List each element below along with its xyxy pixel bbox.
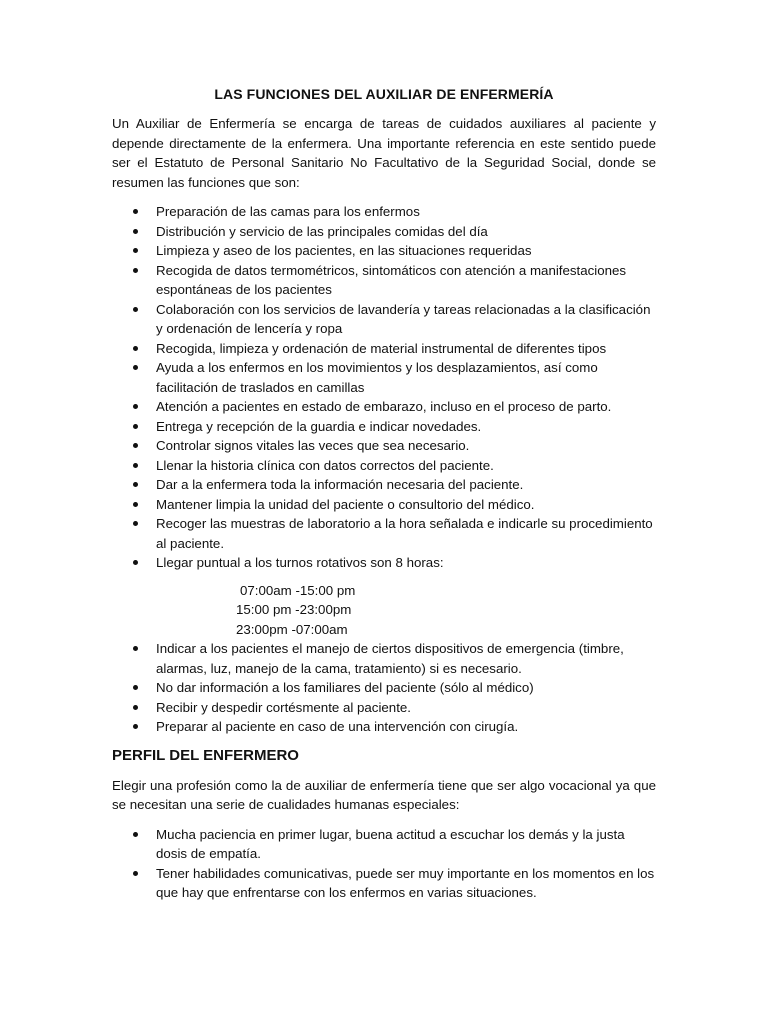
bullet-icon bbox=[133, 248, 138, 253]
list-item: Distribución y servicio de las principales comidas del día bbox=[112, 222, 656, 242]
list-item: No dar información a los familiares del paciente (sólo al médico) bbox=[112, 678, 656, 698]
bullet-icon bbox=[133, 229, 138, 234]
list-item: Ayuda a los enfermos en los movimientos y los desplazamientos, así como facilitación de traslados en camillas bbox=[112, 358, 656, 397]
list-item: Preparar al paciente en caso de una intervención con cirugía. bbox=[112, 717, 656, 737]
bullet-icon bbox=[133, 871, 138, 876]
shift-time: 07:00am -15:00 pm bbox=[240, 582, 356, 598]
bullet-icon bbox=[133, 424, 138, 429]
bullet-icon bbox=[133, 646, 138, 651]
bullet-icon bbox=[133, 724, 138, 729]
bullet-icon bbox=[133, 268, 138, 273]
list-item: Tener habilidades comunicativas, puede ser muy importante en los momentos en los que hay que enfrentarse con los enfermos en varias situaciones. bbox=[112, 864, 656, 903]
bullet-icon bbox=[133, 705, 138, 710]
list-item: Llegar puntual a los turnos rotativos son 8 horas: bbox=[112, 553, 656, 573]
functions-list bbox=[112, 202, 656, 573]
bullet-icon bbox=[133, 443, 138, 448]
shift-time: 23:00pm -07:00am bbox=[236, 621, 348, 637]
list-item: Llenar la historia clínica con datos correctos del paciente. bbox=[112, 456, 656, 476]
intro-paragraph: Un Auxiliar de Enfermería se encarga de tareas de cuidados auxiliares al paciente y depende directamente de la enfermera. Una importante referencia en este sentido puede ser el Estatuto de Personal Sanitario No Facultativo de la Seguridad Social, donde se resumen las funciones que son: bbox=[112, 116, 656, 190]
bullet-icon bbox=[133, 404, 138, 409]
list-item: Recogida de datos termométricos, sintomáticos con atención a manifestaciones espontáneas de los pacientes bbox=[112, 261, 656, 300]
document-title: LAS FUNCIONES DEL AUXILIAR DE ENFERMERÍA bbox=[214, 86, 554, 102]
list-item: Recibir y despedir cortésmente al paciente. bbox=[112, 698, 656, 718]
shift-time: 15:00 pm -23:00pm bbox=[236, 602, 352, 617]
bullet-icon bbox=[133, 521, 138, 526]
list-item: Indicar a los pacientes el manejo de ciertos dispositivos de emergencia (timbre, alarmas, luz, manejo de la cama, tratamiento) si es necesario. bbox=[112, 639, 656, 678]
bullet-icon bbox=[133, 685, 138, 690]
bullet-icon bbox=[133, 560, 138, 565]
list-item: Recogida, limpieza y ordenación de material instrumental de diferentes tipos bbox=[112, 339, 656, 359]
profile-heading: PERFIL DEL ENFERMERO bbox=[112, 746, 299, 764]
list-item: Entrega y recepción de la guardia e indicar novedades. bbox=[112, 417, 656, 437]
list-item: Preparación de las camas para los enfermos bbox=[112, 202, 656, 222]
bullet-icon bbox=[133, 832, 138, 837]
list-item: Mucha paciencia en primer lugar, buena actitud a escuchar los demás y la justa dosis de empatía. bbox=[112, 825, 656, 864]
list-item: Dar a la enfermera toda la información necesaria del paciente. bbox=[112, 475, 656, 495]
profile-list bbox=[112, 825, 656, 903]
list-item: Colaboración con los servicios de lavandería y tareas relacionadas a la clasificación y ordenación de lencería y ropa bbox=[112, 300, 656, 339]
list-item: Mantener limpia la unidad del paciente o consultorio del médico. bbox=[112, 495, 656, 515]
profile-intro: Elegir una profesión como la de auxiliar de enfermería tiene que ser algo vocacional ya que se necesitan una serie de cualidades humanas especiales: bbox=[112, 777, 656, 812]
list-item: Limpieza y aseo de los pacientes, en las situaciones requeridas bbox=[112, 241, 656, 261]
bullet-icon bbox=[133, 307, 138, 312]
bullet-icon bbox=[133, 502, 138, 507]
list-item: Controlar signos vitales las veces que sea necesario. bbox=[112, 436, 656, 456]
bullet-icon bbox=[133, 346, 138, 351]
list-item: Recoger las muestras de laboratorio a la hora señalada e indicarle su procedimiento al paciente. bbox=[112, 514, 656, 553]
bullet-icon bbox=[133, 482, 138, 487]
bullet-icon bbox=[133, 365, 138, 370]
list-item: Atención a pacientes en estado de embarazo, incluso en el proceso de parto. bbox=[112, 397, 656, 417]
bullet-icon bbox=[133, 463, 138, 468]
bullet-icon bbox=[133, 209, 138, 214]
functions-list-continued bbox=[112, 639, 656, 737]
